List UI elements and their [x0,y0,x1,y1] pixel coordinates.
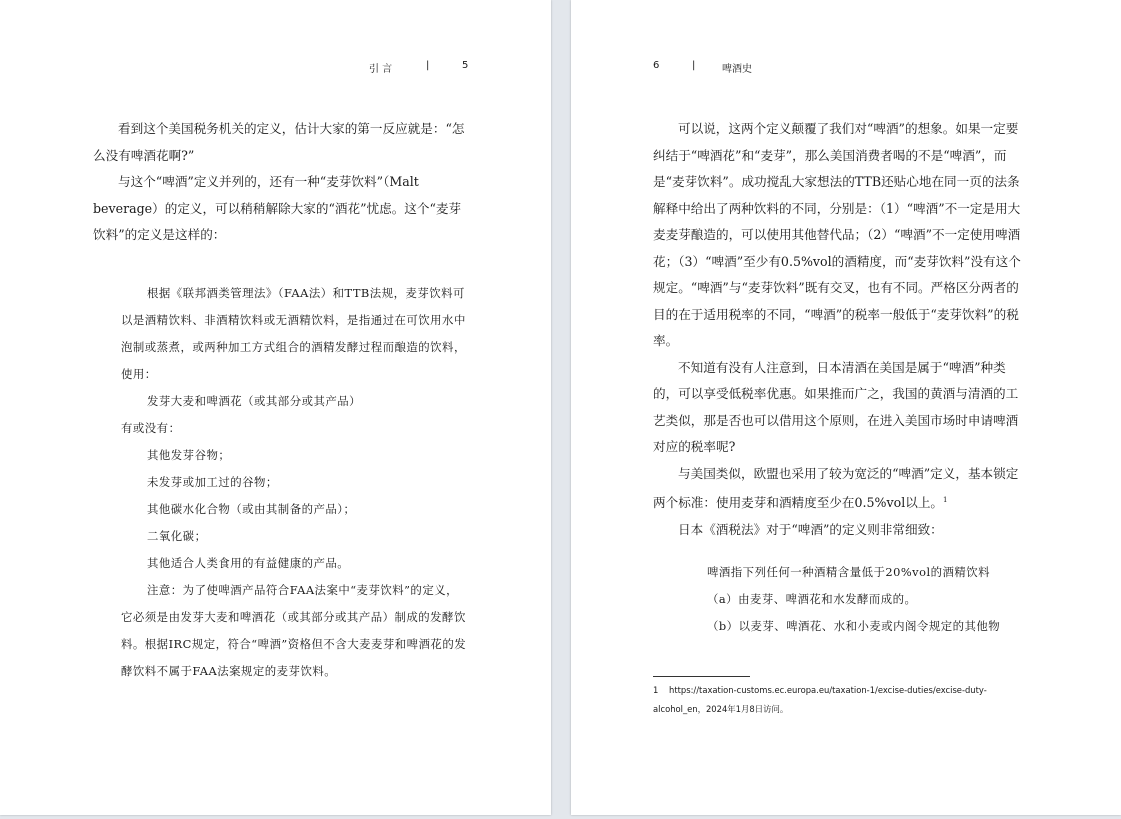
paragraph: 可以说，这两个定义颠覆了我们对“啤酒”的想象。如果一定要纠结于“啤酒花”和“麦芽”，那么美国消费者喝的不是“啤酒”，而是“麦芽饮料”。成功搅乱大家想法的TTB还贴心地在同一页的法条解释中给出了两种饮料的不同，分别是：（1）“啤酒”不一定是用大麦麦芽酿造的，可以使用其他替代品；（2）“啤酒”不一定使用啤酒花；（3）“啤酒”至少有0.5%vol的酒精度，而“麦芽饮料”没有这个规定。“啤酒”与“麦芽饮料”既有交叉，也有不同。严格区分两者的目的在于适用税率的不同，“啤酒”的税率一般低于“麦芽饮料”的税率。 [653,121,1021,348]
running-title: 引 言 [369,64,393,75]
quote-line: 有或没有： [121,421,181,435]
running-title: 啤酒史 [722,64,752,75]
block-quote [681,559,1031,640]
quote-line: （a）由麦芽、啤酒花和水发酵而成的。 [707,592,917,606]
quote-line: 其他发芽谷物； [147,448,231,462]
quote-line: 其他碳水化合物（或由其制备的产品）； [147,502,356,516]
header-separator: | [426,60,430,71]
header-separator: | [692,60,696,71]
footnote-number: 1 [653,685,659,695]
footnote-text: https://taxation-customs.ec.europa.eu/taxation-1/excise-duties/excise-duty-alcohol_en，2024年1月8日访问。 [653,685,987,714]
footnote-divider [653,676,750,677]
page-number: 6 [653,60,660,71]
quote-line: 未发芽或加工过的谷物； [147,475,278,489]
paragraph: 与美国类似，欧盟也采用了较为宽泛的“啤酒”定义，基本锁定两个标准：使用麦芽和酒精度至少在0.5%vol以上。 [653,465,1019,511]
footnote-marker: 1 [943,496,948,504]
paragraph: 不知道有没有人注意到，日本清酒在美国是属于“啤酒”种类的，可以享受低税率优惠。如果推而广之，我国的黄酒与清酒的工艺类似，那是否也可以借用这个原则，在进入美国市场时申请啤酒对应的税率呢? [653,359,1019,454]
block-quote [121,280,469,685]
quote-line: 二氧化碳； [147,529,207,543]
quote-paragraph: 根据《联邦酒类管理法》（FAA法）和TTB法规，麦芽饮料可以是酒精饮料、非酒精饮料或无酒精饮料，是指通过在可饮用水中泡制或蒸煮，或两种加工方式组合的酒精发酵过程而酿造的饮料，使用： [121,286,466,381]
right-page [571,0,1121,815]
quote-line: 其他适合人类食用的有益健康的产品。 [147,556,350,570]
body-text [653,116,1028,543]
body-text [93,116,467,249]
paragraph: 与这个“啤酒”定义并列的，还有一种“麦芽饮料”（Malt beverage）的定义，可以稍稍解除大家的“酒花”忧虑。这个“麦芽饮料”的定义是这样的： [93,174,462,242]
left-page [0,0,551,815]
quote-line: 啤酒指下列任何一种酒精含量低于20%vol的酒精饮料 [707,565,991,579]
paragraph: 看到这个美国税务机关的定义，估计大家的第一反应就是：“怎么没有啤酒花啊?” [93,121,465,163]
quote-line: （b）以麦芽、啤酒花、水和小麦或内阁令规定的其他物 [707,619,1001,633]
quote-line: 发芽大麦和啤酒花（或其部分或其产品） [147,394,362,408]
page-number: 5 [462,60,469,71]
quote-note: 注意：为了使啤酒产品符合FAA法案中“麦芽饮料”的定义，它必须是由发芽大麦和啤酒花（或其部分或其产品）制成的发酵饮料。根据IRC规定，符合“啤酒”资格但不含大麦麦芽和啤酒花的发酵饮料不属于FAA法案规定的麦芽饮料。 [121,583,467,678]
paragraph: 日本《酒税法》对于“啤酒”的定义则非常细致： [678,521,943,537]
footnote [653,681,1031,719]
